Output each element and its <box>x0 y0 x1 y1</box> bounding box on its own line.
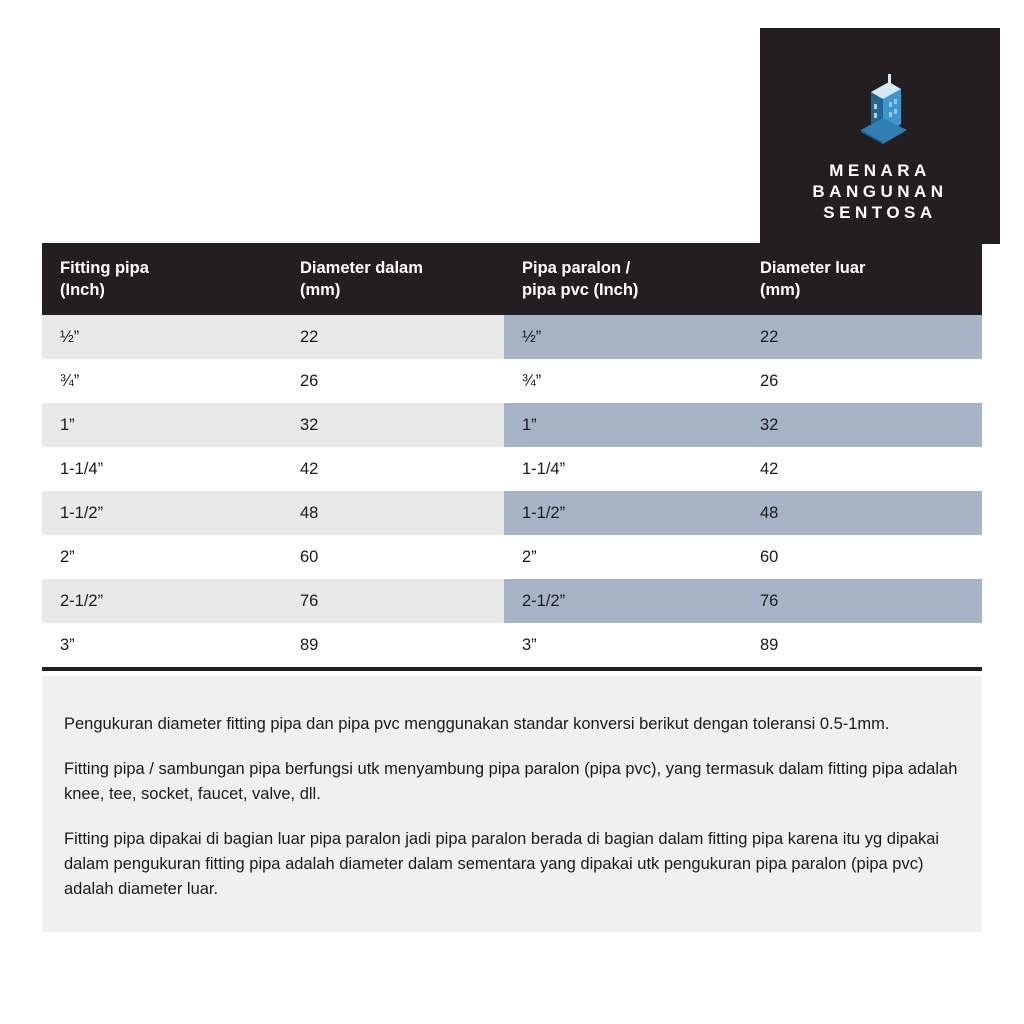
table-row: 1” 32 1” 32 <box>42 403 982 447</box>
table-row: 1-1/2” 48 1-1/2” 48 <box>42 491 982 535</box>
brand-name-line-1: MENARA <box>829 161 931 180</box>
notes-panel <box>42 676 982 932</box>
table-row: ½” 22 ½” 22 <box>42 315 982 359</box>
note-paragraph-3: Fitting pipa dipakai di bagian luar pipa paralon jadi pipa paralon berada di bagian dalam fitting pipa karena itu yg dipakai dalam pengukuran fitting pipa adalah diameter dalam sementara yang dipakai utk pengukuran pipa paralon (pipa pvc) adalah diameter luar. <box>64 830 940 898</box>
column-header-fitting-pipa: Fitting pipa (Inch) <box>42 243 282 315</box>
brand-logo-block <box>760 28 1000 244</box>
column-header-pipa-paralon: Pipa paralon / pipa pvc (Inch) <box>504 243 742 315</box>
table-header <box>42 243 982 315</box>
brand-name-line-2: BANGUNAN <box>812 182 948 201</box>
brand-name <box>812 160 947 223</box>
note-paragraph-1: Pengukuran diameter fitting pipa dan pipa pvc menggunakan standar konversi berikut dengan toleransi 0.5-1mm. <box>64 715 890 733</box>
table-body <box>42 315 982 669</box>
pipe-size-table-wrapper <box>42 243 982 671</box>
table-row: 1-1/4” 42 1-1/4” 42 <box>42 447 982 491</box>
building-tower-icon <box>845 74 915 146</box>
table-row: 2” 60 2” 60 <box>42 535 982 579</box>
column-header-diameter-luar: Diameter luar (mm) <box>742 243 982 315</box>
table-header-row <box>42 243 982 315</box>
table-row: 3” 89 3” 89 <box>42 623 982 669</box>
column-header-diameter-dalam: Diameter dalam (mm) <box>282 243 504 315</box>
brand-name-line-3: SENTOSA <box>823 203 937 222</box>
note-paragraph-2: Fitting pipa / sambungan pipa berfungsi utk menyambung pipa paralon (pipa pvc), yang termasuk dalam fitting pipa adalah knee, tee, socket, faucet, valve, dll. <box>64 760 958 803</box>
pipe-size-table <box>42 243 982 671</box>
table-row: ¾” 26 ¾” 26 <box>42 359 982 403</box>
table-row: 2-1/2” 76 2-1/2” 76 <box>42 579 982 623</box>
